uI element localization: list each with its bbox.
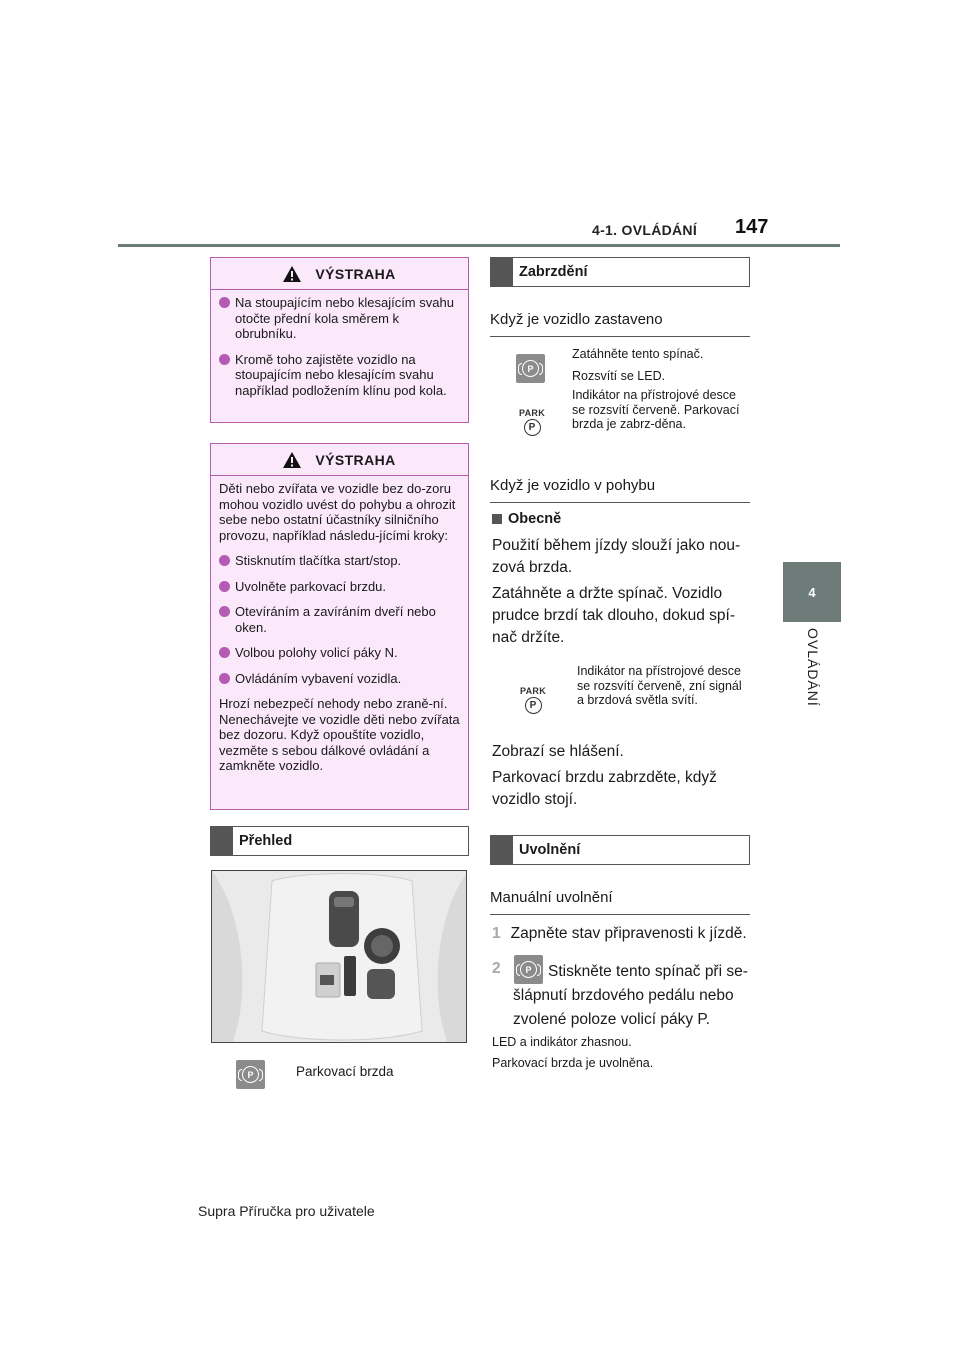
header-rule <box>118 244 840 247</box>
warning-triangle-icon <box>283 452 301 468</box>
parking-brake-switch-icon: P <box>236 1060 265 1089</box>
chapter-label-text: OVLÁDÁNÍ <box>805 628 821 707</box>
led-on-text: Rozsvítí se LED. <box>572 369 666 383</box>
square-bullet-icon <box>492 514 502 524</box>
chapter-number: 4 <box>808 584 816 600</box>
warning-bullet: Ovládáním vybavení vozidla. <box>219 671 460 687</box>
bullet-dot-icon <box>219 581 230 592</box>
bullet-dot-icon <box>219 297 230 308</box>
release-step-1: 1 Zapněte stav připravenosti k jízdě. <box>492 925 747 942</box>
warning-intro: Děti nebo zvířata ve vozidle bez do-zoru mohou vozidlo uvést do pohybu a ohrozit sebe nebo ostatní účastníky silničního provozu, například následu-jícími kroky: <box>219 481 456 543</box>
page-number: 147 <box>735 216 769 238</box>
parking-brake-switch-icon: P <box>516 354 545 383</box>
message-text: Zobrazí se hlášení. <box>492 743 624 760</box>
bullet-dot-icon <box>219 555 230 566</box>
general-paragraph-2: Zatáhněte a držte spínač. Vozidlo prudce brzdí tak dlouho, dokud spí-nač držíte. <box>492 585 735 646</box>
general-heading: Obecně <box>492 511 561 527</box>
bullet-dot-icon <box>219 647 230 658</box>
chapter-tab <box>783 562 841 622</box>
release-step-2-text: Stiskněte tento spínač při se-šlápnutí brzdového pedálu nebo zvolené poloze volicí páky P. <box>513 963 748 1028</box>
warning-bullet: Uvolněte parkovací brzdu. <box>219 579 460 595</box>
warning-header <box>211 444 468 476</box>
heading-release-text: Uvolnění <box>519 842 581 858</box>
icon-caption: Parkovací brzda <box>296 1064 394 1079</box>
warning-header <box>211 258 468 290</box>
console-photo <box>211 870 467 1043</box>
warning-box-slope <box>210 257 469 423</box>
subheading-manual: Manuální uvolnění <box>490 889 750 915</box>
section-title: 4-1. OVLÁDÁNÍ <box>592 222 698 238</box>
subheading-moving: Když je vozidlo v pohybu <box>490 477 750 503</box>
center-console-illustration <box>212 871 467 1043</box>
heading-bar <box>491 258 513 286</box>
warning-outro: Hrozí nebezpečí nehody nebo zraně-ní. Nenechávejte ve vozidle děti nebo zvířata bez dozoru. Když opouštíte vozidlo, vezměte s sebou dálkové ovládání a zamkněte vozidlo. <box>219 696 460 773</box>
heading-release <box>490 835 750 865</box>
pull-switch-text: Zatáhněte tento spínač. <box>572 347 704 361</box>
general-paragraph-1: Použití během jízdy slouží jako nou-zová brzda. <box>492 537 741 576</box>
warning-bullet: Volbou polohy volicí páky N. <box>219 645 460 661</box>
apply-when-stopped-text: Parkovací brzdu zabrzděte, když vozidlo stojí. <box>492 769 717 808</box>
bullet-dot-icon <box>219 606 230 617</box>
warning-title: VÝSTRAHA <box>315 265 396 282</box>
bullet-dot-icon <box>219 354 230 365</box>
warning-bullet: Kromě toho zajistěte vozidlo na stoupajícím nebo klesajícím svahu například podložením klínu pod kola. <box>219 352 460 399</box>
indicator-red-text: Indikátor na přístrojové desce se rozsvítí červeně. Parkovací brzda je zabrz-děna. <box>572 388 740 431</box>
released-text: Parkovací brzda je uvolněna. <box>492 1056 654 1070</box>
warning-title: VÝSTRAHA <box>315 451 396 468</box>
heading-overview <box>210 826 469 856</box>
subheading-stationary: Když je vozidlo zastaveno <box>490 311 750 337</box>
park-indicator-icon: PARK P <box>517 408 547 436</box>
park-indicator-icon: PARK P <box>518 686 548 714</box>
heading-apply <box>490 257 750 287</box>
warning-bullet: Na stoupajícím nebo klesajícím svahu otočte přední kola směrem k obrubníku. <box>219 295 460 342</box>
heading-bar <box>211 827 233 855</box>
footer-text: Supra Příručka pro uživatele <box>198 1203 375 1219</box>
heading-overview-text: Přehled <box>239 833 293 849</box>
chapter-label <box>777 628 847 718</box>
warning-bullet: Stisknutím tlačítka start/stop. <box>219 553 460 569</box>
bullet-dot-icon <box>219 673 230 684</box>
parking-brake-switch-icon: P <box>514 955 543 984</box>
heading-bar <box>491 836 513 864</box>
warning-bullet: Otevíráním a zavíráním dveří nebo oken. <box>219 604 460 635</box>
warning-triangle-icon <box>283 266 301 282</box>
moving-indicator-text: Indikátor na přístrojové desce se rozsvítí červeně, zní signál a brzdová světla svítí. <box>577 664 742 707</box>
heading-apply-text: Zabrzdění <box>519 264 588 280</box>
led-off-text: LED a indikátor zhasnou. <box>492 1035 632 1049</box>
warning-box-children <box>210 443 469 810</box>
